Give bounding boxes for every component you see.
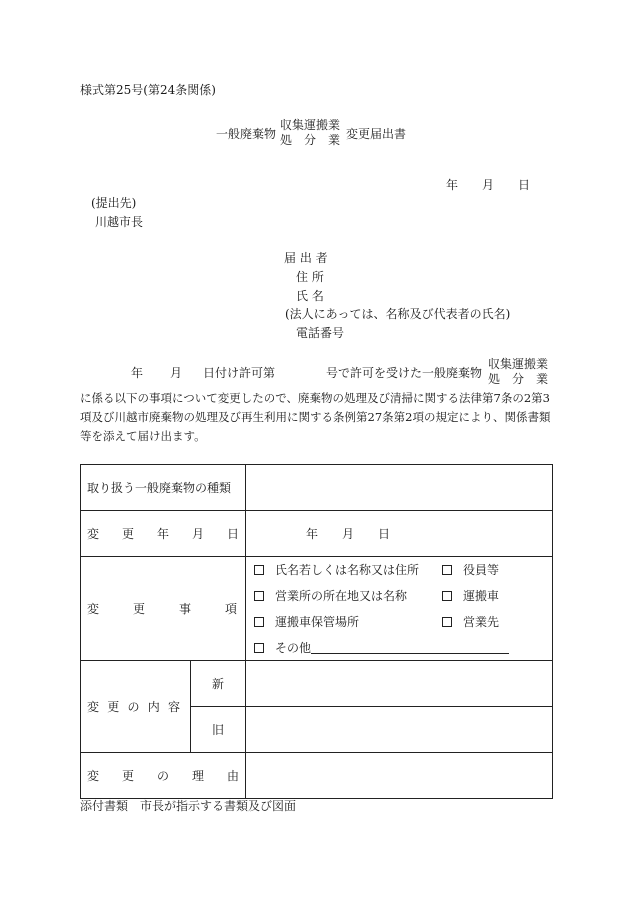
change-date-label — [81, 511, 246, 557]
body-year: 年 — [131, 366, 144, 380]
change-items-options — [246, 557, 553, 661]
body-stack-top: 収集運搬業 — [488, 357, 549, 371]
label-char: 容 — [167, 700, 180, 714]
recipient-label: (提出先) — [91, 196, 137, 210]
label-char: 月 — [191, 527, 204, 541]
body-month: 月 — [170, 366, 183, 380]
label-char: 更 — [107, 700, 120, 714]
label-char: 変 — [87, 527, 100, 541]
checkbox-icon[interactable] — [442, 591, 452, 601]
title-stack — [280, 118, 340, 148]
label-char: 更 — [121, 527, 134, 541]
applicant-heading: 届 出 者 — [284, 251, 328, 265]
label-char: の — [156, 769, 169, 783]
label-char: 日 — [226, 527, 239, 541]
change-form-table — [80, 464, 553, 799]
checkbox-icon[interactable] — [442, 617, 452, 627]
checkbox-icon[interactable] — [442, 565, 452, 575]
checkbox-icon[interactable] — [254, 643, 264, 653]
body-stack-bottom: 処 分 業 — [488, 372, 549, 386]
attachments-note: 添付書類 市長が指示する書類及び図面 — [80, 799, 297, 813]
label-char: 変 — [87, 769, 100, 783]
change-reason-label — [81, 753, 246, 799]
label-char: 内 — [147, 700, 160, 714]
date-line: 年 月 日 — [446, 178, 531, 192]
title-stack-top: 収集運搬業 — [280, 118, 341, 132]
option-clients[interactable] — [442, 613, 542, 630]
table-row-waste-type — [81, 465, 553, 511]
waste-type-value[interactable] — [246, 465, 553, 511]
title-prefix: 一般廃棄物 — [216, 126, 277, 141]
option-label: 役員等 — [463, 563, 500, 577]
option-label: 氏名若しくは名称又は住所 — [275, 563, 420, 577]
table-row-change-date — [81, 511, 553, 557]
table-row-change-reason — [81, 753, 553, 799]
applicant-name: 氏 名 — [296, 289, 324, 303]
other-underline[interactable] — [311, 641, 509, 654]
label-char: 事 — [178, 602, 191, 616]
label-char: 理 — [191, 769, 204, 783]
label-char: の — [127, 700, 140, 714]
applicant-corporate-note: (法人にあっては、名称及び代表者の氏名) — [285, 307, 511, 321]
label-char: 変 — [87, 700, 100, 714]
option-vehicle-storage[interactable] — [254, 613, 442, 630]
option-label: 営業先 — [463, 615, 500, 629]
option-office-location[interactable] — [254, 587, 442, 604]
content-old-value[interactable] — [246, 707, 553, 753]
checkbox-icon[interactable] — [254, 591, 264, 601]
change-date-value[interactable] — [246, 511, 553, 557]
body-permit-number: 号で許可を受けた一般廃棄物 — [326, 366, 483, 380]
recipient-name: 川越市長 — [95, 215, 144, 229]
option-label: 運搬車保管場所 — [275, 615, 360, 629]
label-char: 年 — [156, 527, 169, 541]
body-line-3: 項及び川越市廃棄物の処理及び再生利用に関する条例第27条第2項の規定により、関係書類 — [80, 410, 551, 424]
table-row-change-items — [81, 557, 553, 661]
option-name-address[interactable] — [254, 561, 442, 578]
body-line-2: に係る以下の事項について変更したので、廃棄物の処理及び清掃に関する法律第7条の2第3 — [80, 391, 550, 405]
option-label: 営業所の所在地又は名称 — [275, 589, 408, 603]
label-char: 更 — [121, 769, 134, 783]
title-suffix: 変更届出書 — [346, 126, 407, 141]
body-line-4: 等を添えて届け出ます。 — [80, 429, 206, 443]
change-content-label — [81, 661, 191, 753]
content-new-value[interactable] — [246, 661, 553, 707]
option-label: その他 — [275, 641, 312, 655]
option-other[interactable] — [254, 639, 542, 656]
content-new-label: 新 — [191, 661, 246, 707]
label-char: 更 — [132, 602, 145, 616]
body-stack — [488, 357, 548, 387]
document-title — [216, 118, 406, 148]
checkbox-icon[interactable] — [254, 617, 264, 627]
title-stack-bottom: 処 分 業 — [280, 133, 341, 147]
change-items-label — [81, 557, 246, 661]
option-officers[interactable] — [442, 561, 542, 578]
option-vehicle[interactable] — [442, 587, 542, 604]
change-reason-value[interactable] — [246, 753, 553, 799]
option-label: 運搬車 — [463, 589, 500, 603]
applicant-phone: 電話番号 — [296, 326, 345, 340]
checkbox-icon[interactable] — [254, 565, 264, 575]
applicant-address: 住 所 — [296, 270, 324, 284]
label-char: 変 — [87, 602, 100, 616]
table-row-change-content-new — [81, 661, 553, 707]
change-date-text: 年 月 日 — [306, 527, 391, 541]
body-permit-date: 日付け許可第 — [203, 366, 276, 380]
label-char: 項 — [224, 602, 237, 616]
label-char: 由 — [226, 769, 239, 783]
waste-type-label: 取り扱う一般廃棄物の種類 — [81, 465, 246, 511]
form-number: 様式第25号(第24条関係) — [80, 83, 216, 97]
content-old-label: 旧 — [191, 707, 246, 753]
